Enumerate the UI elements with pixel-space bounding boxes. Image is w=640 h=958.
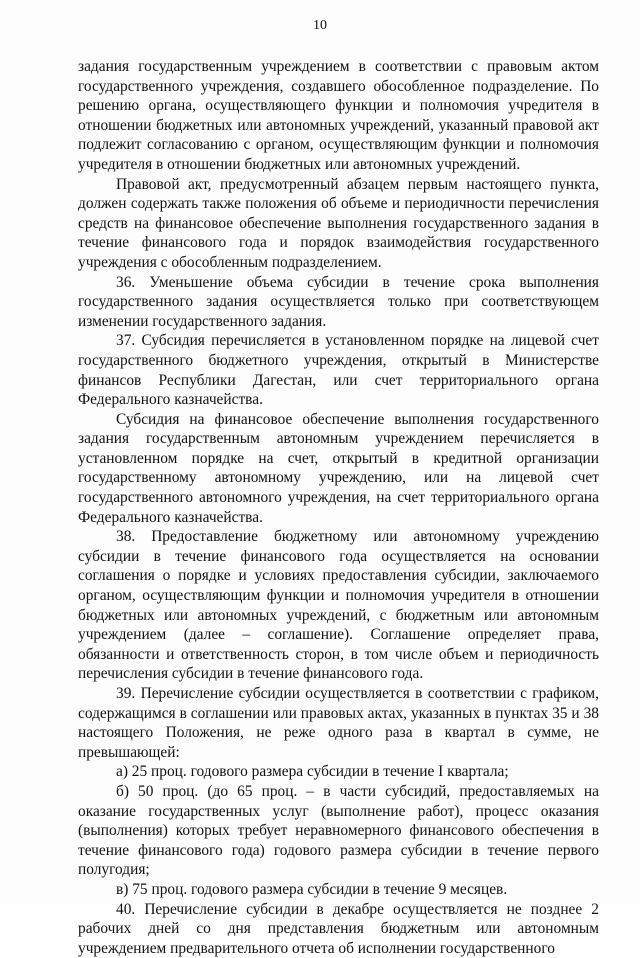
paragraph-40: 40. Перечисление субсидии в декабре осуществляется не позднее 2 рабочих дней со дня представления бюджетным или автономным учреждением предварительного отчета об исполнении государственного (78, 900, 599, 957)
list-item-b: б) 50 проц. (до 65 проц. – в части субсидий, предоставляемых на оказание государственных услуг (выполнение работ), процесс оказания (выполнения) которых требует неравномерного финансового обеспечения в течение финансового года) годового размера субсидии в течение первого полугодия; (78, 782, 599, 879)
paragraph-continuation: задания государственным учреждением в соответствии с правовым актом государственного учреждения, создавшего обособленное подразделение. По решению органа, осуществляющего функции и полномочия учредителя в отношении бюджетных или автономных учреждений, указанный правовой акт подлежит согласованию с органом, осуществляющим функции и полномочия учредителя в отношении бюджетных или автономных учреждений. (78, 58, 599, 173)
document-body (78, 57, 599, 958)
page-number: 10 (313, 18, 327, 33)
list-item-v: в) 75 проц. годового размера субсидии в течение 9 месяцев. (116, 880, 508, 898)
paragraph-legal-act: Правовой акт, предусмотренный абзацем первым настоящего пункта, должен содержать также положения об объеме и периодичности перечисления средств на финансовое обеспечение выполнения государственного задания в течение финансового года и порядок взаимодействия государственного учреждения с обособленным подразделением. (78, 175, 599, 271)
paragraph-subsidy-autonomous: Субсидия на финансовое обеспечение выполнения государственного задания государственным автономным учреждением перечисляется в установленном порядке на счет, открытый в кредитной организации государственному автономному учреждению, или на лицевой счет государственного автономного учреждения, на счет территориального органа Федерального казначейства. (78, 410, 599, 526)
paragraph-36: 36. Уменьшение объема субсидии в течение срока выполнения государственного задания осуществляется только при соответствующем изменении государственного задания. (78, 273, 599, 330)
paragraph-38: 38. Предоставление бюджетному или автономному учреждению субсидии в течение финансового года осуществляется на основании соглашения о порядке и условиях предоставления субсидии, заключаемого органом, осуществляющим функции и полномочия учредителя в отношении бюджетных или автономных учреждений, с бюджетным или автономным учреждением (далее – соглашение). Соглашение определяет права, обязанности и ответственность сторон, в том числе объем и периодичность перечисления субсидии в течение финансового года. (78, 528, 599, 683)
paragraph-37: 37. Субсидия перечисляется в установленном порядке на лицевой счет государственного бюджетного учреждения, открытый в Министерстве финансов Республики Дагестан, или счет территориального органа Федерального казначейства. (78, 332, 599, 409)
paragraph-39: 39. Перечисление субсидии осуществляется в соответствии с графиком, содержащимся в соглашении или правовых актах, указанных в пунктах 35 и 38 настоящего Положения, не реже одного раза в квартал в сумме, не превышающей: (78, 685, 599, 761)
list-item-a: а) 25 проц. годового размера субсидии в течение I квартала; (116, 763, 509, 781)
